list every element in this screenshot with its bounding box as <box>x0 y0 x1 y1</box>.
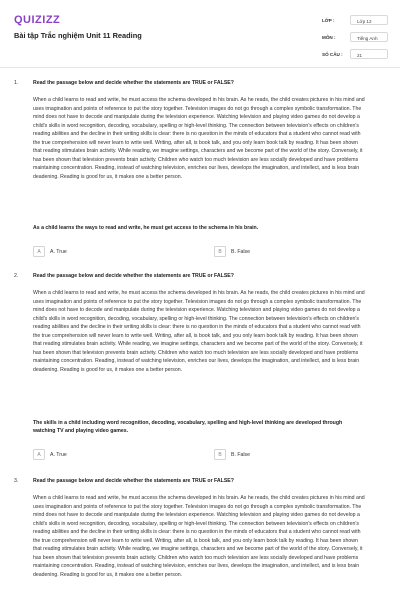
header-divider <box>0 67 400 68</box>
meta-box-subject <box>350 32 388 42</box>
worksheet-header <box>0 0 400 66</box>
page-title: Bài tập Trắc nghiệm Unit 11 Reading <box>14 31 142 40</box>
option-letter-box: B <box>214 449 226 460</box>
meta-label-count: SỐ CÂU : <box>322 52 343 57</box>
meta-row-count <box>322 49 388 61</box>
meta-row-subject <box>322 32 388 44</box>
question-prompt: Read the passage below and decide whether the statements are TRUE or FALSE? <box>33 478 234 484</box>
question-statement: As a child learns the ways to read and write, he must get access to the schema in his brain. <box>33 225 259 231</box>
meta-box-class <box>350 15 388 25</box>
question-number: 3. <box>14 478 19 484</box>
question-number: 1. <box>14 80 19 86</box>
option-letter-box: A <box>33 246 45 257</box>
option-label: B. False <box>231 249 251 255</box>
question-prompt: Read the passage below and decide whether the statements are TRUE or FALSE? <box>33 80 234 86</box>
option-label: A. True <box>50 249 67 255</box>
option-label: A. True <box>50 452 67 458</box>
question-prompt: Read the passage below and decide whether the statements are TRUE or FALSE? <box>33 273 234 279</box>
meta-value-subject: Tiếng Anh <box>357 35 378 41</box>
option-letter-box: A <box>33 449 45 460</box>
answer-option-a[interactable] <box>33 246 183 258</box>
option-label: B. False <box>231 452 251 458</box>
answer-option-a[interactable] <box>33 449 183 461</box>
meta-box-count <box>350 49 388 59</box>
reading-passage: When a child learns to read and write, he must access the schema developed in his brain. As he reads, the child creates pictures in his mind and uses imagination and points of reference to put the story together. Television images do not go through a complex symbolic transformation. The mind does not have to decode and manipulate during the television experience. Watching television and playing video games do not develop a child's skills in word recognition, decoding, vocabulary, spelling or high-level thinking. The connection between television's effects on children's reading abilities and the decline in their writing skills is clear: there is no question in the minds of educators that a student who cannot read with the true comprehension will never learn to write well. Writing, after all, is book talk, and you only learn book talk by reading. It has been shown that reading stimulates brain activity. While reading, we imagine settings, characters and we become part of the world of the story. Conversely, it has been shown that television prevents brain activity. Children who watch too much television are less socially developed and have problems maintaining concentration. Reading, instead of watching television, enriches our lives, develops the imagination, and intellect, and is less brain deadening. Reading is good for us, it makes one a better person. <box>33 290 365 373</box>
meta-label-class: LỚP : <box>322 18 335 23</box>
answer-option-b[interactable] <box>214 246 364 258</box>
meta-row-class <box>322 15 388 27</box>
meta-value-count: 21 <box>357 52 363 58</box>
option-letter-box: B <box>214 246 226 257</box>
reading-passage: When a child learns to read and write, he must access the schema developed in his brain. As he reads, the child creates pictures in his mind and uses imagination and points of reference to put the story together. Television images do not go through a complex symbolic transformation. The mind does not have to decode and manipulate during the television experience. Watching television and playing video games do not develop a child's skills in word recognition, decoding, vocabulary, spelling or high-level thinking. The connection between television's effects on children's reading abilities and the decline in their writing skills is clear: there is no question in the minds of educators that a student who cannot read with the true comprehension will never learn to write well. Writing, after all, is book talk, and you only learn book talk by reading. It has been shown that reading stimulates brain activity. While reading, we imagine settings, characters and we become part of the world of the story. Conversely, it has been shown that television prevents brain activity. Children who watch too much television are less socially developed and have problems maintaining concentration. Reading, instead of watching television, enriches our lives, develops the imagination, and intellect, and is less brain deadening. Reading is good for us, it makes one a better person. <box>33 495 365 578</box>
meta-value-class: Lớp 12 <box>357 18 372 24</box>
meta-label-subject: MÔN : <box>322 35 336 40</box>
question-statement: The skills in a child including word recognition, decoding, vocabulary, spelling and high-level thinking are developed through watching TV and playing video games. <box>33 420 343 434</box>
reading-passage: When a child learns to read and write, he must access the schema developed in his brain. As he reads, the child creates pictures in his mind and uses imagination and points of reference to put the story together. Television images do not go through a complex symbolic transformation. The mind does not have to decode and manipulate during the television experience. Watching television and playing video games do not develop a child's skills in word recognition, decoding, vocabulary, spelling or high-level thinking. The connection between television's effects on children's reading abilities and the decline in their writing skills is clear: there is no question in the minds of educators that a student who cannot read with the true comprehension will never learn to write well. Writing, after all, is book talk, and you only learn book talk by reading. It has been shown that reading stimulates brain activity. While reading, we imagine settings, characters and we become part of the world of the story. Conversely, it has been shown that television prevents brain activity. Children who watch too much television are less socially developed and have problems maintaining concentration. Reading, instead of watching television, enriches our lives, develops the imagination, and intellect, and is less brain deadening. Reading is good for us, it makes one a better person. <box>33 97 365 180</box>
quizizz-logo: QUIZIZZ <box>14 14 61 26</box>
question-number: 2. <box>14 273 19 279</box>
answer-option-b[interactable] <box>214 449 364 461</box>
question-3 <box>0 478 400 600</box>
